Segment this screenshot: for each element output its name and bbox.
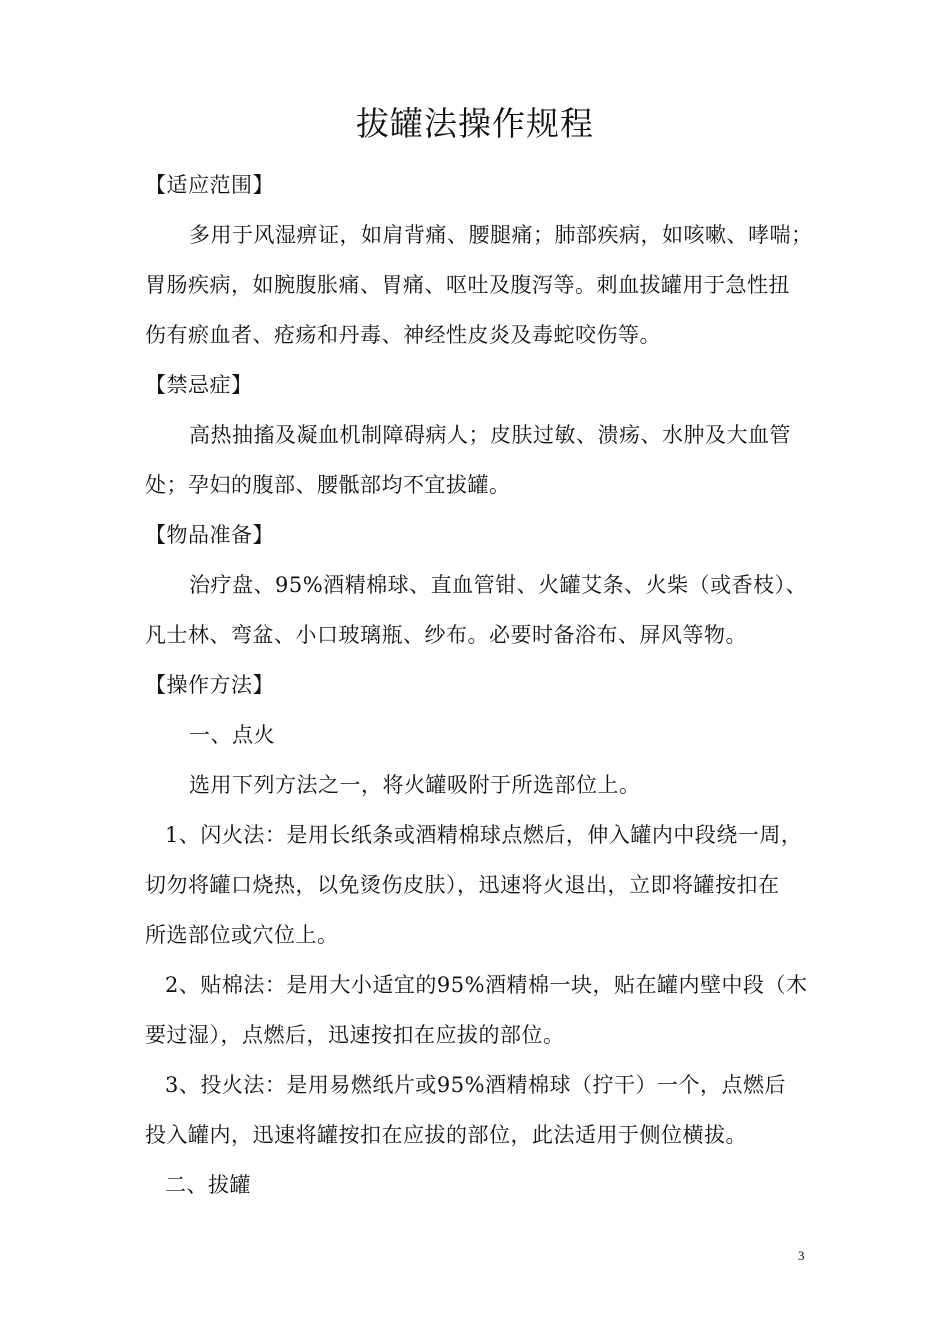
paragraph-line: 治疗盘、95%酒精棉球、直血管钳、火罐艾条、火柴（或香枝）、	[189, 573, 808, 597]
paragraph-line: 伤有瘀血者、疮疡和丹毒、神经性皮炎及毒蛇咬伤等。	[145, 323, 661, 347]
paragraph-line: 凡士林、弯盆、小口玻璃瓶、纱布。必要时备浴布、屏风等物。	[145, 623, 747, 647]
paragraph-line: 投入罐内，迅速将罐按扣在应拔的部位，此法适用于侧位横拔。	[145, 1123, 747, 1147]
paragraph-line: 切勿将罐口烧热，以免烫伤皮肤），迅速将火退出，立即将罐按扣在	[145, 873, 780, 897]
section-heading-supplies: 【物品准备】	[145, 523, 274, 547]
paragraph-line: 高热抽搐及凝血机制障碍病人；皮肤过敏、溃疡、水肿及大血管	[189, 423, 791, 447]
paragraph-line: 多用于风湿痹证，如肩背痛、腰腿痛；肺部疾病，如咳嗽、哮喘；	[189, 223, 813, 247]
paragraph-line: 选用下列方法之一，将火罐吸附于所选部位上。	[189, 773, 641, 797]
paragraph-line: 2、贴棉法：是用大小适宜的95%酒精棉一块，贴在罐内壁中段（木	[165, 973, 808, 997]
paragraph-line: 所选部位或穴位上。	[145, 923, 339, 947]
section-heading-contraindications: 【禁忌症】	[145, 373, 253, 397]
paragraph-line: 3、投火法：是用易燃纸片或95%酒精棉球（拧干）一个，点燃后	[165, 1073, 787, 1097]
paragraph-line: 要过湿），点燃后，迅速按扣在应拔的部位。	[145, 1023, 565, 1047]
step-heading-ignite: 一、点火	[189, 723, 275, 747]
page-number: 3	[798, 1248, 805, 1263]
paragraph-line: 处；孕妇的腹部、腰骶部均不宜拔罐。	[145, 473, 511, 497]
step-heading-cupping: 二、拔罐	[165, 1173, 251, 1197]
paragraph-line: 1、闪火法：是用长纸条或酒精棉球点燃后，伸入罐内中段绕一周，	[165, 823, 803, 847]
section-heading-method: 【操作方法】	[145, 673, 274, 697]
page-title: 拔罐法操作规程	[356, 104, 594, 143]
paragraph-line: 胃肠疾病，如腕腹胀痛、胃痛、呕吐及腹泻等。刺血拔罐用于急性扭	[145, 273, 790, 297]
section-heading-indications: 【适应范围】	[145, 173, 274, 197]
